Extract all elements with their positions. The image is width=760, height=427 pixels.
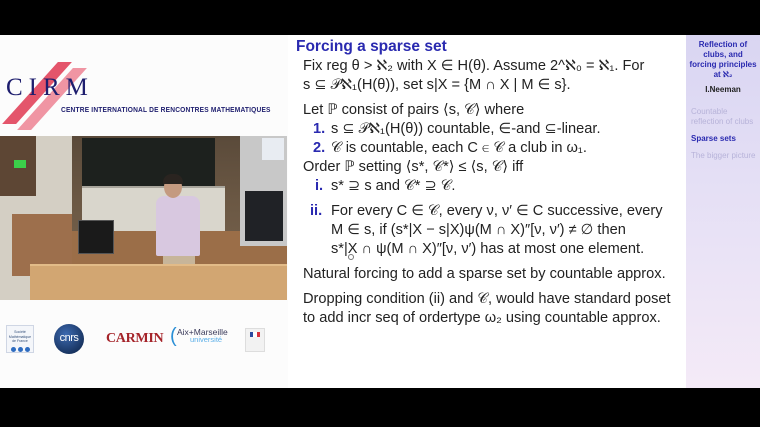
talk-title [686, 40, 760, 80]
talk-title-line: forcing principles [689, 60, 757, 69]
carmin-logo: CARMIN [106, 331, 164, 346]
video-window-dark [245, 191, 283, 241]
talk-title-line: clubs, and [703, 50, 743, 59]
cirm-wordmark: CIRM [6, 74, 94, 101]
french-flag-icon [250, 332, 260, 337]
order-number: ii. [310, 203, 323, 219]
order-item [303, 177, 683, 196]
cnrs-logo: cnrs [54, 324, 84, 354]
order-text: s*|X ∩ ψ(M ∩ X)″[ν, ν′) has at most one element. [331, 241, 645, 257]
talk-title-line: Reflection of [698, 40, 748, 49]
slide-intro-line: Fix reg θ > ℵ₂ with X ∈ H(θ). Assume 2^ℵ₀ = ℵ₁. For [303, 58, 645, 74]
partner-logos [0, 320, 288, 360]
slide-dropping-line: Dropping condition (ii) and 𝒞, would have standard poset [303, 291, 671, 307]
order-number: i. [315, 178, 324, 194]
slide-natural-line: Natural forcing to add a sparse set by countable approx. [303, 266, 666, 282]
video-monitor [78, 220, 114, 254]
slide-let-line: Let ℙ consist of pairs ⟨s, 𝒞⟩ where [303, 102, 525, 118]
smf-logo [6, 325, 34, 353]
video-window-glass [262, 138, 284, 160]
slide-dropping-line: to add incr seq of ordertype ω₂ using countable approx. [303, 310, 661, 326]
republique-francaise-logo [245, 328, 265, 352]
talk-author: I.Neeman [705, 85, 741, 94]
slide-body [303, 57, 683, 328]
cursor-icon [348, 254, 354, 260]
amu-subtitle: université [190, 335, 223, 344]
nav-item-sparse-sets[interactable]: Sparse sets [691, 134, 736, 143]
video-blackboard [82, 138, 215, 186]
slide-content [288, 35, 686, 388]
condition-number: 1. [313, 121, 326, 137]
speaker-figure [156, 196, 200, 256]
slide-sidebar [686, 35, 760, 388]
nav-item-bigger-picture[interactable]: The bigger picture [691, 151, 756, 160]
order-text: M ∈ s, if (s*|X − s|X)ψ(M ∩ X)″[ν, ν′) ≠ ∅ then [331, 222, 626, 238]
video-desk [30, 264, 287, 300]
slide-order-line: Order ℙ setting ⟨s*, 𝒞*⟩ ≤ ⟨s, 𝒞⟩ iff [303, 159, 524, 175]
order-text: s* ⊇ s and 𝒞* ⊇ 𝒞. [331, 178, 456, 194]
smf-dots-icon [7, 347, 33, 352]
condition-item [303, 120, 683, 139]
slide-title: Forcing a sparse set [296, 38, 447, 55]
nav-item-countable-reflection[interactable]: Countable reflection of clubs [691, 107, 754, 126]
section-nav [691, 107, 757, 168]
presentation-frame [0, 35, 760, 388]
amu-name: Aix+Marseille [177, 327, 228, 337]
condition-text: 𝒞 is countable, each C ∈ 𝒞 a club in ω₁. [331, 140, 587, 156]
order-item [303, 202, 683, 259]
condition-text: s ⊆ 𝒫ℵ₁(H(θ)) countable, ∈-and ⊆-linear. [331, 121, 601, 137]
cirm-logo [0, 35, 288, 135]
cirm-subtitle: CENTRE INTERNATIONAL DE RENCONTRES MATHEMATIQUES [61, 105, 271, 114]
exit-sign-icon [14, 160, 26, 168]
left-panel [0, 35, 288, 388]
smf-logo-text: Société Mathématique de France [8, 330, 32, 343]
condition-number: 2. [313, 140, 326, 156]
speaker-figure [163, 174, 183, 184]
order-text: For every C ∈ 𝒞, every ν, ν′ ∈ C successive, every [331, 203, 663, 219]
talk-title-line: at ℵ₂ [713, 70, 733, 79]
slide-intro-line: s ⊆ 𝒫ℵ₁(H(θ)), set s|X = {M ∩ X | M ∈ s}. [303, 77, 571, 93]
speaker-video[interactable] [0, 136, 287, 300]
amu-bracket-icon: ( [170, 325, 177, 347]
condition-item [303, 139, 683, 158]
